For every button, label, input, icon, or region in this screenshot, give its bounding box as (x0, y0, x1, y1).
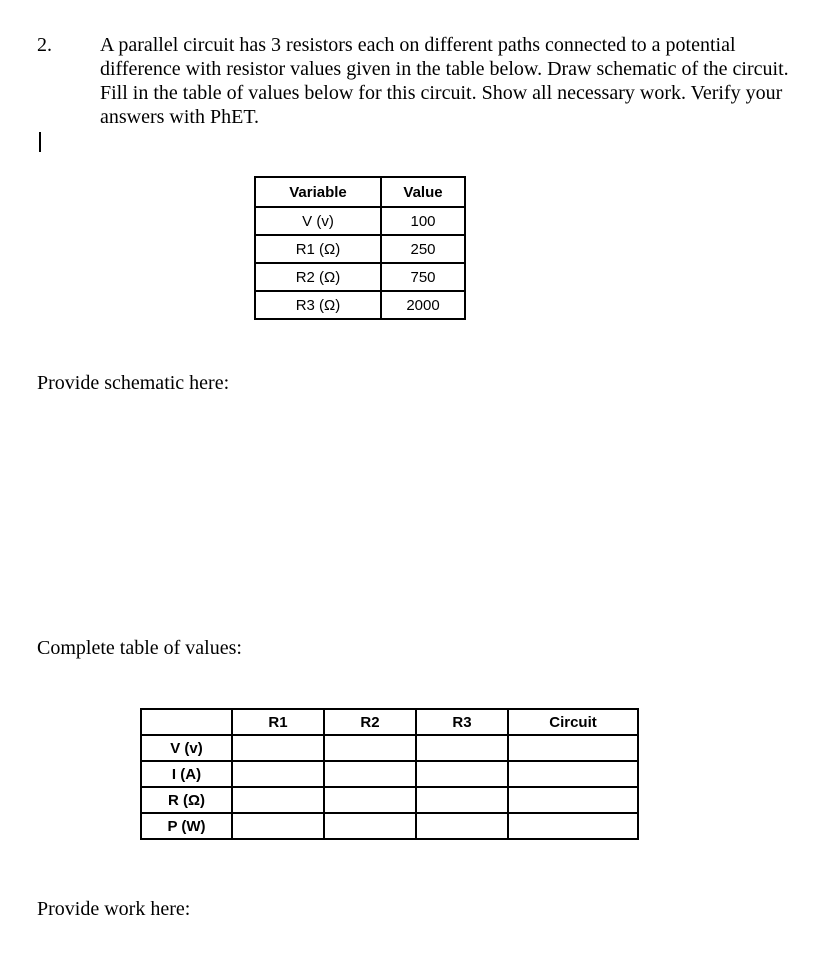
empty-cell[interactable] (232, 735, 324, 761)
table-row (141, 761, 638, 787)
values-table (140, 708, 639, 840)
text-cursor (39, 132, 41, 152)
schematic-prompt: Provide schematic here: (37, 372, 230, 394)
empty-cell[interactable] (508, 787, 638, 813)
empty-cell[interactable] (324, 735, 416, 761)
table-row (141, 813, 638, 839)
empty-cell[interactable] (232, 787, 324, 813)
table-row (255, 291, 465, 319)
table-header-row (141, 709, 638, 735)
empty-cell[interactable] (508, 735, 638, 761)
header-r1: R1 (232, 709, 324, 735)
empty-cell[interactable] (416, 761, 508, 787)
variable-cell: R1 (Ω) (255, 235, 381, 263)
variable-cell: R3 (Ω) (255, 291, 381, 319)
corner-cell (141, 709, 232, 735)
variable-cell: R2 (Ω) (255, 263, 381, 291)
header-r3: R3 (416, 709, 508, 735)
header-variable: Variable (255, 177, 381, 207)
row-label-current: I (A) (141, 761, 232, 787)
empty-cell[interactable] (324, 761, 416, 787)
table-row (255, 207, 465, 235)
empty-cell[interactable] (508, 813, 638, 839)
value-cell: 2000 (381, 291, 465, 319)
value-cell: 100 (381, 207, 465, 235)
header-r2: R2 (324, 709, 416, 735)
empty-cell[interactable] (324, 787, 416, 813)
question-text: A parallel circuit has 3 resistors each on different paths connected to a potential difference with resistor values given in the table below. Draw schematic of the circuit. Fill in the table of values below for this circuit. Show all necessary work. Verify your answers with PhET. (100, 34, 789, 128)
value-cell: 250 (381, 235, 465, 263)
table-row (255, 235, 465, 263)
table-row (255, 263, 465, 291)
work-prompt: Provide work here: (37, 898, 191, 920)
given-values-table (254, 176, 466, 320)
empty-cell[interactable] (416, 735, 508, 761)
row-label-voltage: V (v) (141, 735, 232, 761)
row-label-power: P (W) (141, 813, 232, 839)
empty-cell[interactable] (324, 813, 416, 839)
header-circuit: Circuit (508, 709, 638, 735)
table-row (141, 735, 638, 761)
empty-cell[interactable] (416, 813, 508, 839)
header-value: Value (381, 177, 465, 207)
question-number: 2. (37, 34, 52, 56)
empty-cell[interactable] (416, 787, 508, 813)
empty-cell[interactable] (232, 761, 324, 787)
table-header-row (255, 177, 465, 207)
variable-cell: V (v) (255, 207, 381, 235)
value-cell: 750 (381, 263, 465, 291)
table-row (141, 787, 638, 813)
empty-cell[interactable] (232, 813, 324, 839)
complete-table-prompt: Complete table of values: (37, 637, 242, 659)
row-label-resistance: R (Ω) (141, 787, 232, 813)
empty-cell[interactable] (508, 761, 638, 787)
